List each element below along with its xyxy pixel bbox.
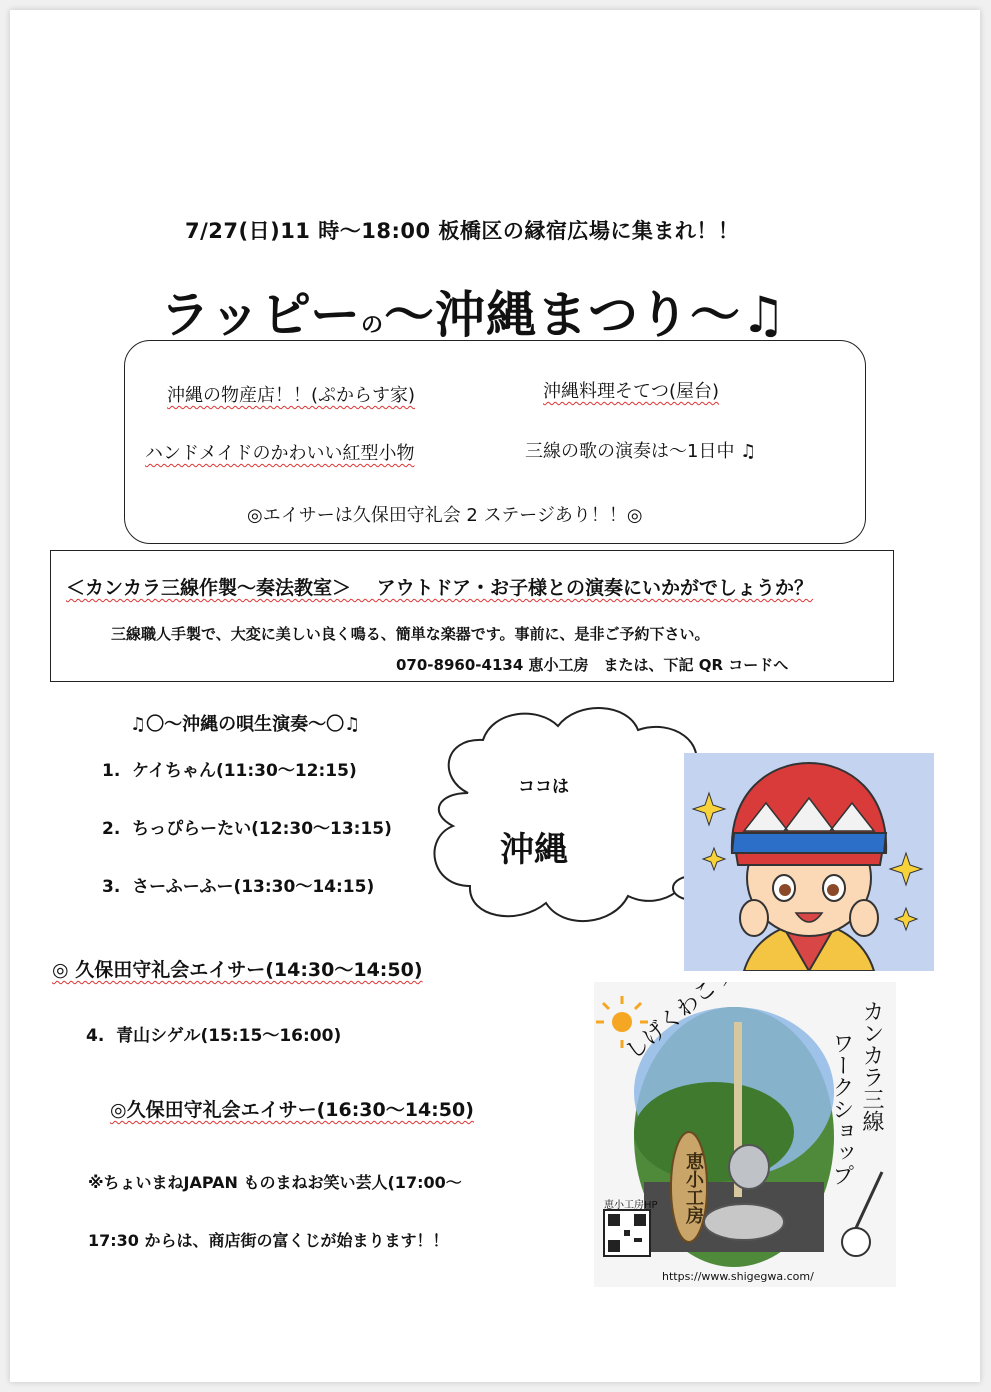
eisa-stage-2: ◎久保田守礼会エイサー(16:30～14:50)	[110, 1099, 474, 1121]
performer-text: ちっぴらーたい(12:30～13:15)	[132, 819, 392, 839]
comedian-note: ※ちょいまねJAPAN ものまねお笑い芸人(17:00～	[88, 1173, 462, 1192]
eisa-stage-1: ◎ 久保田守礼会エイサー(14:30～14:50)	[52, 959, 423, 981]
performer-3	[102, 872, 374, 897]
title-particle: の	[361, 313, 385, 338]
title-okinawa-festival: ～沖縄まつり～♫	[384, 286, 787, 344]
performer-text: さーふーふー(13:30～14:15)	[132, 877, 375, 897]
info-item-eisa: ◎エイサーは久保田守礼会 2 ステージあり！！◎	[247, 505, 643, 526]
workshop-description: 三線職人手製で、大変に美しい良く鳴る、簡単な楽器です。事前に、是非ご予約下さい。	[111, 625, 710, 643]
qr-label: 恵小工房HP	[604, 1200, 658, 1211]
event-date-line: 7/27(日)11 時～18:00 板橋区の縁宿広場に集まれ！！	[185, 219, 740, 243]
performer-text: ケイちゃん(11:30～12:15)	[132, 761, 357, 781]
info-item-sanshin: 三線の歌の演奏は～1日中 ♫	[525, 441, 757, 462]
character-drawing	[684, 753, 934, 971]
info-item-sotetsu: 沖縄料理そてつ(屋台)	[543, 381, 720, 402]
performer-1	[102, 756, 357, 781]
shop-url: https://www.shigegwa.com/	[662, 1270, 814, 1283]
title-rappy: ラッピー	[160, 286, 361, 344]
cloud-text-okinawa: 沖縄	[500, 830, 568, 870]
lottery-note: 17:30 からは、商店街の富くじが始まります！！	[88, 1231, 449, 1250]
performer-number: 3.	[102, 877, 121, 897]
flyer-page	[10, 10, 980, 1382]
shop-vertical-title-2: ワークショップ	[829, 1032, 854, 1186]
workshop-title: ＜カンカラ三線作製～奏法教室＞ アウトドア・お子様との演奏にいかがでしょうか？	[66, 577, 814, 599]
info-box	[124, 340, 866, 544]
workshop-contact: 070-8960-4134 恵小工房 または、下記 QR コードへ	[396, 656, 789, 674]
info-item-bingata: ハンドメイドのかわいい紅型小物	[145, 443, 415, 464]
info-item-bussan: 沖縄の物産店！！(ぷからす家)	[167, 385, 416, 406]
main-title	[160, 275, 787, 347]
workshop-box	[50, 550, 894, 682]
live-performance-title: ♫〇～沖縄の唄生演奏～〇♫	[130, 714, 361, 735]
cloud-text-small: ココは	[518, 777, 569, 797]
performer-number: 4.	[86, 1026, 105, 1046]
shop-vertical-title-1: カンカラ三線	[859, 1000, 884, 1132]
performer-text: 青山シゲル(15:15～16:00)	[116, 1026, 342, 1046]
performer-number: 2.	[102, 819, 121, 839]
performer-4	[86, 1021, 341, 1046]
performer-2	[102, 814, 392, 839]
workshop-photo	[594, 982, 896, 1287]
character-illustration	[684, 753, 934, 971]
shop-wooden-sign: 恵小工房	[683, 1152, 704, 1224]
performer-number: 1.	[102, 761, 121, 781]
